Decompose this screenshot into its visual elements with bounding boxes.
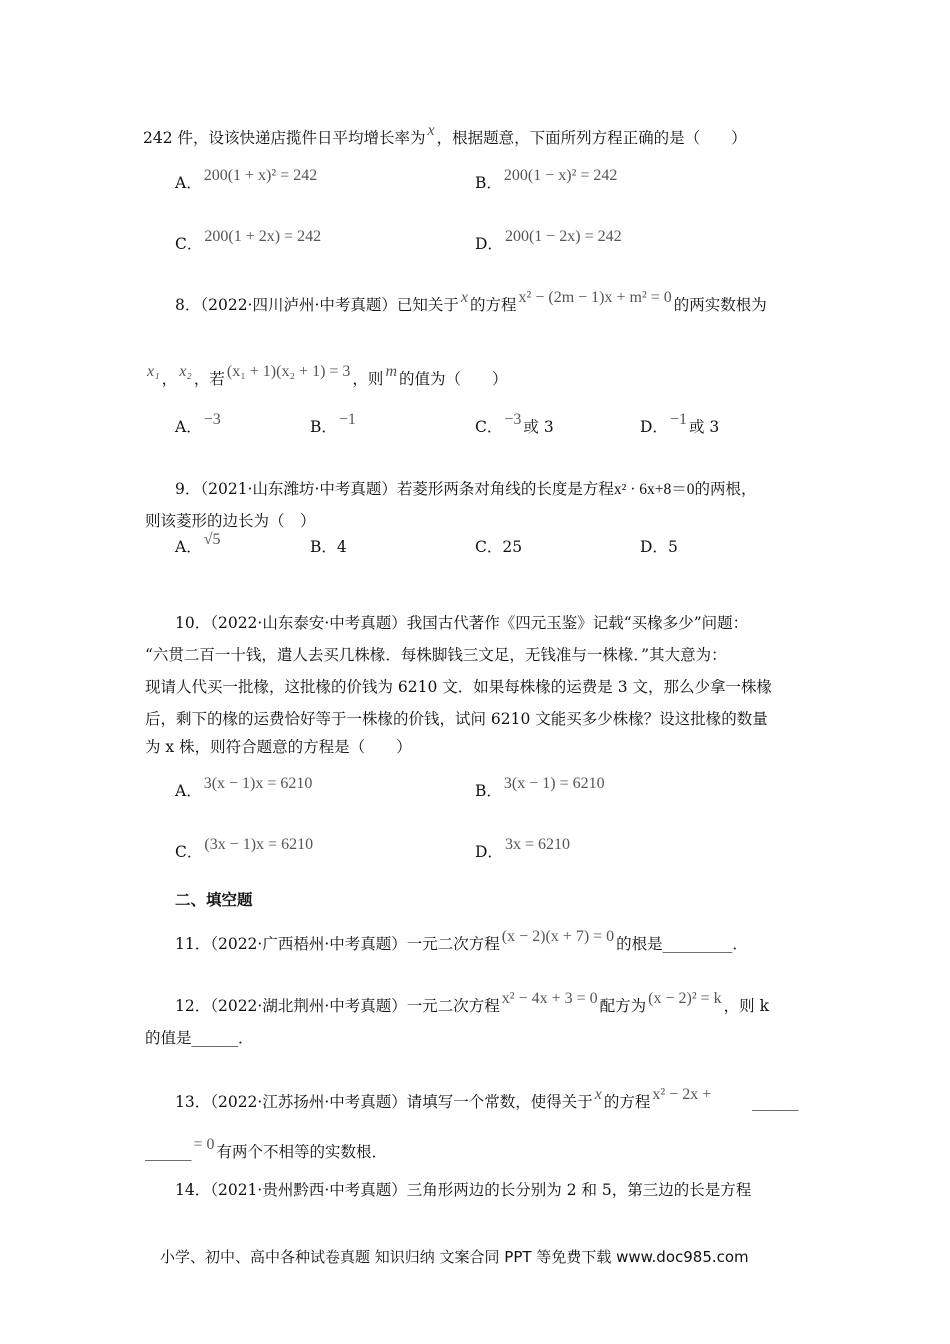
- option-label: C．: [175, 235, 203, 253]
- option-label: B．: [310, 538, 337, 556]
- option-label: D．: [475, 843, 503, 861]
- q7-stem: [143, 122, 747, 149]
- q9-stem: [175, 479, 757, 500]
- q7-option-b: [475, 167, 619, 194]
- q7-option-d: [475, 228, 624, 255]
- q8-option-b: [310, 411, 358, 438]
- q9-option-c: [475, 537, 522, 557]
- q10-line: 10．（2022·山东泰安·中考真题）我国古代著作《四元玉鉴》记载“买椽多少”问题：: [175, 614, 749, 632]
- option-text: 或 3: [523, 418, 554, 436]
- option-math: −1: [338, 411, 356, 428]
- q10-option-d: [475, 836, 572, 863]
- q8-option-d: [640, 411, 720, 438]
- option-label: D．: [640, 418, 668, 436]
- math-equation: (x − 2)² = k: [648, 990, 722, 1007]
- text: ，则: [352, 370, 384, 388]
- option-math: −3: [203, 411, 221, 428]
- option-label: B．: [475, 782, 502, 800]
- option-math: 3x = 6210: [504, 836, 570, 853]
- q10-line: “六贯二百一十钱，遣人去买几株椽．每株脚钱三文足，无钱准与一株椽．”其大意为：: [145, 646, 727, 664]
- q8-stem-2: [145, 363, 508, 390]
- math-equation: (x − 2)(x + 7) = 0: [501, 928, 615, 945]
- option-math: 4: [336, 538, 347, 556]
- text: 的方程: [603, 1093, 651, 1111]
- option-math: −1: [669, 411, 687, 428]
- option-label: A．: [175, 418, 202, 436]
- math-var: x: [427, 122, 435, 139]
- text: 9．（2021·山东潍坊·中考真题）若菱形两条对角线的长度是方程: [175, 480, 614, 498]
- option-label: D．: [475, 235, 503, 253]
- option-math: 5: [667, 538, 678, 556]
- answer-blank[interactable]: ______: [752, 1093, 799, 1111]
- q10-line: 现请人代买一批椽，这批椽的价钱为 6210 文．如果每株椽的运费是 3 文，那么少拿一株椽: [145, 678, 773, 696]
- math-equation: (x₁ + 1)(x₂ + 1) = 3: [226, 363, 351, 380]
- answer-blank[interactable]: ______: [145, 1143, 192, 1161]
- q7-option-a: [175, 167, 319, 194]
- option-label: A．: [175, 538, 202, 556]
- q10-line: 后，剩下的椽的运费恰好等于一株椽的价钱，试问 6210 文能买多少株椽？设这批椽的数量: [145, 710, 768, 728]
- text: 11．（2022·广西梧州·中考真题）一元二次方程: [175, 935, 500, 953]
- option-math: 25: [502, 538, 523, 556]
- option-math: 200(1 + x)² = 242: [203, 167, 318, 184]
- option-math: 200(1 − x)² = 242: [503, 167, 618, 184]
- math-equation: = 0: [193, 1136, 215, 1153]
- option-math: √5: [203, 531, 221, 548]
- q9-option-d: [640, 537, 678, 557]
- text: 的值为（ ）: [399, 370, 508, 388]
- q9-option-b: [310, 537, 347, 557]
- q7-option-c: [175, 228, 323, 255]
- footer-text: 小学、初中、高中各种试卷真题 知识归纳 文案合同 PPT 等免费下载 www.doc985.com: [160, 1248, 749, 1266]
- option-label: A．: [175, 782, 202, 800]
- q12-line-2: 的值是______．: [145, 1029, 254, 1047]
- q11: [175, 928, 748, 955]
- option-math: −3: [504, 411, 522, 428]
- text: 12．（2022·湖北荆州·中考真题）一元二次方程: [175, 997, 500, 1015]
- math-equation: x² − 4x + 3 = 0: [501, 990, 598, 1007]
- text: 的两根，: [694, 480, 757, 498]
- q9-stem-2: 则该菱形的边长为（ ）: [145, 512, 316, 530]
- q13: [175, 1086, 713, 1113]
- option-math: 200(1 − 2x) = 242: [504, 228, 622, 245]
- option-math: 3(x − 1)x = 6210: [203, 775, 313, 792]
- q10-option-b: [475, 775, 607, 802]
- math-equation: x² − (2m − 1)x + m² = 0: [518, 289, 672, 306]
- q14: 14．（2021·贵州黔西·中考真题）三角形两边的长分别为 2 和 5，第三边的长是方程: [175, 1181, 752, 1199]
- text: 8．（2022·四川泸州·中考真题）已知关于: [175, 296, 459, 314]
- math-equation: x² − 2x +: [652, 1086, 712, 1103]
- math-var: x: [594, 1086, 602, 1103]
- text: ，则 k: [723, 997, 769, 1015]
- math-equation: x² · 6x+8＝0: [613, 481, 695, 498]
- option-math: (3x − 1)x = 6210: [204, 836, 314, 853]
- q10-option-c: [175, 836, 315, 863]
- option-label: C．: [475, 538, 503, 556]
- option-math: 3(x − 1) = 6210: [503, 775, 605, 792]
- q10-option-a: [175, 775, 314, 802]
- option-label: B．: [475, 174, 502, 192]
- text: ，根据题意，下面所列方程正确的是（ ）: [436, 129, 747, 147]
- math-var: x₂: [179, 363, 192, 380]
- text: 的两实数根为: [673, 296, 767, 314]
- q9-option-a: [175, 531, 222, 558]
- text: 配方为: [599, 997, 647, 1015]
- option-label: A．: [175, 174, 202, 192]
- text: 有两个不相等的实数根．: [216, 1143, 388, 1161]
- math-var: x₁: [147, 363, 160, 380]
- q8-option-a: [175, 411, 223, 438]
- q8-stem: [175, 289, 767, 316]
- option-label: C．: [175, 843, 203, 861]
- math-var: m: [385, 363, 397, 380]
- q12: [175, 990, 769, 1017]
- text: ，若: [193, 370, 225, 388]
- text: 242 件，设该快递店揽件日平均增长率为: [143, 129, 426, 147]
- option-label: B．: [310, 418, 337, 436]
- option-label: D．: [640, 538, 668, 556]
- math-var: x: [460, 289, 469, 306]
- option-label: C．: [475, 418, 503, 436]
- option-math: 200(1 + 2x) = 242: [204, 228, 322, 245]
- q13-line-2: [145, 1136, 388, 1163]
- text: 13．（2022·江苏扬州·中考真题）请填写一个常数，使得关于: [175, 1093, 593, 1111]
- text: 的根是_________．: [616, 935, 748, 953]
- q10-line: 为 x 株，则符合题意的方程是（ ）: [145, 738, 412, 756]
- text: 的方程: [470, 296, 517, 314]
- option-text: 或 3: [688, 418, 720, 436]
- q8-option-c: [475, 411, 554, 438]
- text: ，: [161, 370, 178, 388]
- section-heading: 二、填空题: [175, 890, 253, 909]
